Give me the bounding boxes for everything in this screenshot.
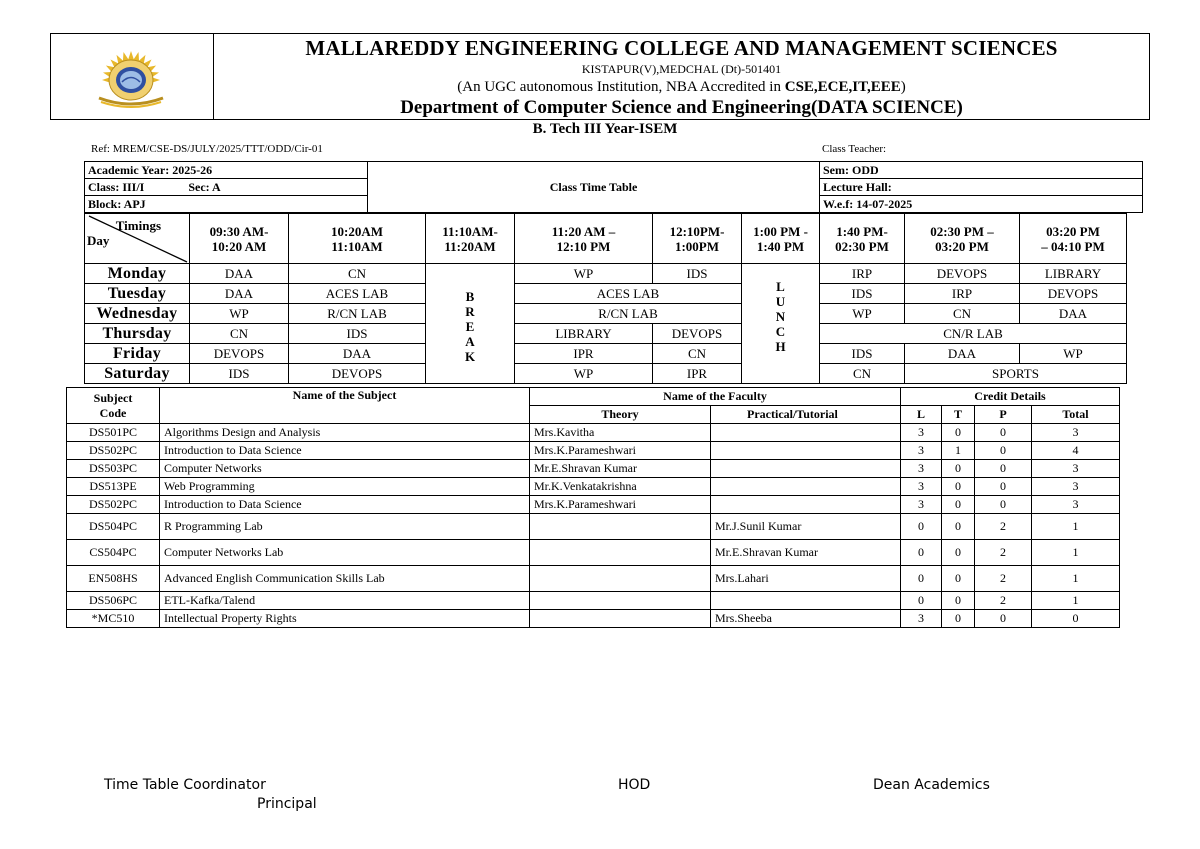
subject-name: R Programming Lab	[160, 514, 530, 540]
credit-t: 0	[942, 460, 975, 478]
period-cell: WP	[820, 304, 905, 324]
class-teacher: Class Teacher:	[822, 143, 887, 155]
subject-name: Introduction to Data Science	[160, 496, 530, 514]
period-cell: CN	[820, 364, 905, 384]
day-row-wednesday	[85, 304, 1127, 324]
principal-signature: Principal	[257, 796, 317, 812]
period-cell: SPORTS	[905, 364, 1127, 384]
period-cell: DEVOPS	[289, 364, 426, 384]
period-cell: IRP	[905, 284, 1020, 304]
semester: Sem: ODD	[820, 162, 1143, 179]
period-cell: ACES LAB	[515, 284, 742, 304]
coordinator-signature: Time Table Coordinator	[104, 777, 266, 793]
credit-p: 0	[975, 478, 1032, 496]
period-cell: DAA	[905, 344, 1020, 364]
subject-code: DS502PC	[67, 496, 160, 514]
period-cell: WP	[1020, 344, 1127, 364]
college-name: MALLAREDDY ENGINEERING COLLEGE AND MANAGEMENT SCIENCES	[305, 36, 1058, 60]
credit-p: 0	[975, 424, 1032, 442]
subject-code: DS501PC	[67, 424, 160, 442]
subject-code: CS504PC	[67, 540, 160, 566]
slot-header: 10:20AM 11:10AM	[289, 214, 426, 264]
header-text	[214, 34, 1149, 119]
theory-faculty: Mrs.K.Parameshwari	[530, 442, 711, 460]
wef-date: W.e.f: 14-07-2025	[820, 196, 1143, 213]
hod-signature: HOD	[618, 777, 651, 793]
credit-p-header: P	[975, 406, 1032, 424]
credit-l: 0	[901, 592, 942, 610]
college-accreditation	[214, 79, 1149, 96]
credit-l-header: L	[901, 406, 942, 424]
slot-header: 09:30 AM- 10:20 AM	[190, 214, 289, 264]
section-label: Sec: A	[188, 179, 221, 194]
period-cell: IRP	[820, 264, 905, 284]
credit-p: 0	[975, 460, 1032, 478]
day-label: Wednesday	[85, 304, 190, 324]
day-row-saturday	[85, 364, 1127, 384]
practical-faculty	[711, 442, 901, 460]
college-address: KISTAPUR(V),MEDCHAL (Dt)-501401	[581, 62, 782, 76]
slot-header: 02:30 PM – 03:20 PM	[905, 214, 1020, 264]
practical-header: Practical/Tutorial	[711, 406, 901, 424]
corner-day: Day	[87, 233, 110, 248]
period-cell: WP	[515, 264, 653, 284]
subject-name-header: Name of the Subject	[160, 388, 530, 424]
practical-faculty	[711, 592, 901, 610]
theory-header: Theory	[530, 406, 711, 424]
period-cell: WP	[515, 364, 653, 384]
theory-faculty	[530, 566, 711, 592]
credit-t: 0	[942, 424, 975, 442]
subject-code: DS503PC	[67, 460, 160, 478]
period-cell: LIBRARY	[515, 324, 653, 344]
subject-name: Advanced English Communication Skills Lab	[160, 566, 530, 592]
credit-total: 4	[1032, 442, 1120, 460]
period-cell: DAA	[190, 264, 289, 284]
credit-t: 0	[942, 478, 975, 496]
credit-p: 2	[975, 540, 1032, 566]
day-row-friday	[85, 344, 1127, 364]
day-row-tuesday	[85, 284, 1127, 304]
class-label: Class: III/I	[88, 179, 145, 194]
day-label: Friday	[85, 344, 190, 364]
practical-faculty	[711, 460, 901, 478]
table-row	[67, 442, 1120, 460]
logo-cell	[51, 34, 214, 119]
subject-code: DS502PC	[67, 442, 160, 460]
subject-name: Computer Networks	[160, 460, 530, 478]
credit-l: 3	[901, 478, 942, 496]
info-table	[84, 161, 1143, 213]
period-cell: DAA	[190, 284, 289, 304]
subject-name: Algorithms Design and Analysis	[160, 424, 530, 442]
slot-header-break: 11:10AM- 11:20AM	[426, 214, 515, 264]
period-cell: IDS	[653, 264, 742, 284]
credit-header: Credit Details	[901, 388, 1120, 406]
credit-p: 0	[975, 496, 1032, 514]
table-row	[67, 496, 1120, 514]
credit-l: 3	[901, 442, 942, 460]
period-cell: CN	[289, 264, 426, 284]
period-cell: DEVOPS	[653, 324, 742, 344]
credit-l: 0	[901, 566, 942, 592]
slot-header: 03:20 PM – 04:10 PM	[1020, 214, 1127, 264]
table-row	[67, 478, 1120, 496]
table-row	[67, 540, 1120, 566]
credit-p: 2	[975, 566, 1032, 592]
practical-faculty: Mr.J.Sunil Kumar	[711, 514, 901, 540]
block: Block: APJ	[85, 196, 368, 213]
accreditation-prefix: (An UGC autonomous Institution, NBA Accredited in	[457, 79, 785, 95]
practical-faculty: Mrs.Sheeba	[711, 610, 901, 628]
credit-t: 0	[942, 496, 975, 514]
faculty-header: Name of the Faculty	[530, 388, 901, 406]
theory-faculty	[530, 610, 711, 628]
table-row	[67, 610, 1120, 628]
credit-l: 3	[901, 460, 942, 478]
credit-p: 2	[975, 514, 1032, 540]
period-cell: DAA	[1020, 304, 1127, 324]
department-name: Department of Computer Science and Engineering(DATA SCIENCE)	[400, 97, 963, 118]
credit-l: 3	[901, 424, 942, 442]
period-cell: CN/R LAB	[820, 324, 1127, 344]
day-label: Monday	[85, 264, 190, 284]
subject-name: ETL-Kafka/Talend	[160, 592, 530, 610]
period-cell: WP	[190, 304, 289, 324]
lecture-hall: Lecture Hall:	[820, 179, 1143, 196]
slot-header: 12:10PM- 1:00PM	[653, 214, 742, 264]
slot-header-lunch: 1:00 PM - 1:40 PM	[742, 214, 820, 264]
day-label: Saturday	[85, 364, 190, 384]
day-label: Tuesday	[85, 284, 190, 304]
credit-l: 3	[901, 496, 942, 514]
period-cell: DEVOPS	[1020, 284, 1127, 304]
day-row-thursday	[85, 324, 1127, 344]
break-column: B R E A K	[426, 264, 515, 384]
subject-name: Intellectual Property Rights	[160, 610, 530, 628]
theory-faculty: Mr.K.Venkatakrishna	[530, 478, 711, 496]
credit-l: 3	[901, 610, 942, 628]
theory-faculty: Mr.E.Shravan Kumar	[530, 460, 711, 478]
subject-code: DS504PC	[67, 514, 160, 540]
period-cell: R/CN LAB	[289, 304, 426, 324]
table-title: Class Time Table	[368, 162, 820, 213]
subject-code: *MC510	[67, 610, 160, 628]
lunch-column: L U N C H	[742, 264, 820, 384]
credit-l: 0	[901, 540, 942, 566]
table-row	[67, 460, 1120, 478]
dean-signature: Dean Academics	[873, 777, 990, 793]
academic-year: Academic Year: 2025-26	[85, 162, 368, 179]
header-box	[50, 33, 1150, 120]
accreditation-suffix: )	[900, 79, 906, 95]
credit-total: 0	[1032, 610, 1120, 628]
subject-code-header: Subject Code	[67, 388, 160, 424]
practical-faculty	[711, 478, 901, 496]
credit-t: 0	[942, 514, 975, 540]
accreditation-branches: CSE,ECE,IT,EEE	[784, 79, 901, 95]
period-cell: LIBRARY	[1020, 264, 1127, 284]
credit-total: 3	[1032, 424, 1120, 442]
subject-name: Computer Networks Lab	[160, 540, 530, 566]
period-cell: DEVOPS	[905, 264, 1020, 284]
credit-p: 0	[975, 442, 1032, 460]
practical-faculty: Mrs.Lahari	[711, 566, 901, 592]
credit-total: 1	[1032, 592, 1120, 610]
practical-faculty	[711, 424, 901, 442]
class-section	[85, 179, 368, 196]
credit-l: 0	[901, 514, 942, 540]
period-cell: IDS	[289, 324, 426, 344]
table-row	[67, 566, 1120, 592]
timetable	[84, 213, 1127, 384]
credit-total: 3	[1032, 460, 1120, 478]
credit-t: 0	[942, 592, 975, 610]
table-row	[67, 592, 1120, 610]
ref-number: Ref: MREM/CSE-DS/JULY/2025/TTT/ODD/Cir-01	[91, 143, 323, 155]
credit-t: 1	[942, 442, 975, 460]
credit-total: 3	[1032, 478, 1120, 496]
period-cell: CN	[190, 324, 289, 344]
period-cell: IPR	[515, 344, 653, 364]
period-cell: ACES LAB	[289, 284, 426, 304]
credit-t: 0	[942, 566, 975, 592]
period-cell: R/CN LAB	[515, 304, 742, 324]
day-row-monday	[85, 264, 1127, 284]
year-semester: B. Tech III Year-ISEM	[532, 121, 678, 137]
period-cell: IDS	[820, 344, 905, 364]
corner-timings: Timings	[115, 218, 161, 233]
credit-p: 2	[975, 592, 1032, 610]
practical-faculty	[711, 496, 901, 514]
period-cell: IDS	[820, 284, 905, 304]
theory-faculty: Mrs.K.Parameshwari	[530, 496, 711, 514]
credit-total: 1	[1032, 566, 1120, 592]
credit-total: 1	[1032, 514, 1120, 540]
slot-header: 11:20 AM – 12:10 PM	[515, 214, 653, 264]
period-cell: IDS	[190, 364, 289, 384]
college-seal-icon	[78, 48, 184, 108]
period-cell: DEVOPS	[190, 344, 289, 364]
subjects-table	[66, 387, 1120, 628]
credit-total-header: Total	[1032, 406, 1120, 424]
period-cell: CN	[653, 344, 742, 364]
theory-faculty	[530, 514, 711, 540]
subject-code: DS506PC	[67, 592, 160, 610]
credit-total: 3	[1032, 496, 1120, 514]
period-cell: IPR	[653, 364, 742, 384]
subject-name: Web Programming	[160, 478, 530, 496]
subject-name: Introduction to Data Science	[160, 442, 530, 460]
theory-faculty	[530, 540, 711, 566]
credit-total: 1	[1032, 540, 1120, 566]
credit-p: 0	[975, 610, 1032, 628]
table-row	[67, 514, 1120, 540]
table-row	[67, 424, 1120, 442]
credit-t: 0	[942, 540, 975, 566]
period-cell: DAA	[289, 344, 426, 364]
practical-faculty: Mr.E.Shravan Kumar	[711, 540, 901, 566]
subject-code: DS513PE	[67, 478, 160, 496]
theory-faculty	[530, 592, 711, 610]
day-label: Thursday	[85, 324, 190, 344]
slot-header: 1:40 PM- 02:30 PM	[820, 214, 905, 264]
credit-t: 0	[942, 610, 975, 628]
subject-code: EN508HS	[67, 566, 160, 592]
period-cell: CN	[905, 304, 1020, 324]
credit-t-header: T	[942, 406, 975, 424]
corner-cell	[85, 214, 190, 264]
theory-faculty: Mrs.Kavitha	[530, 424, 711, 442]
